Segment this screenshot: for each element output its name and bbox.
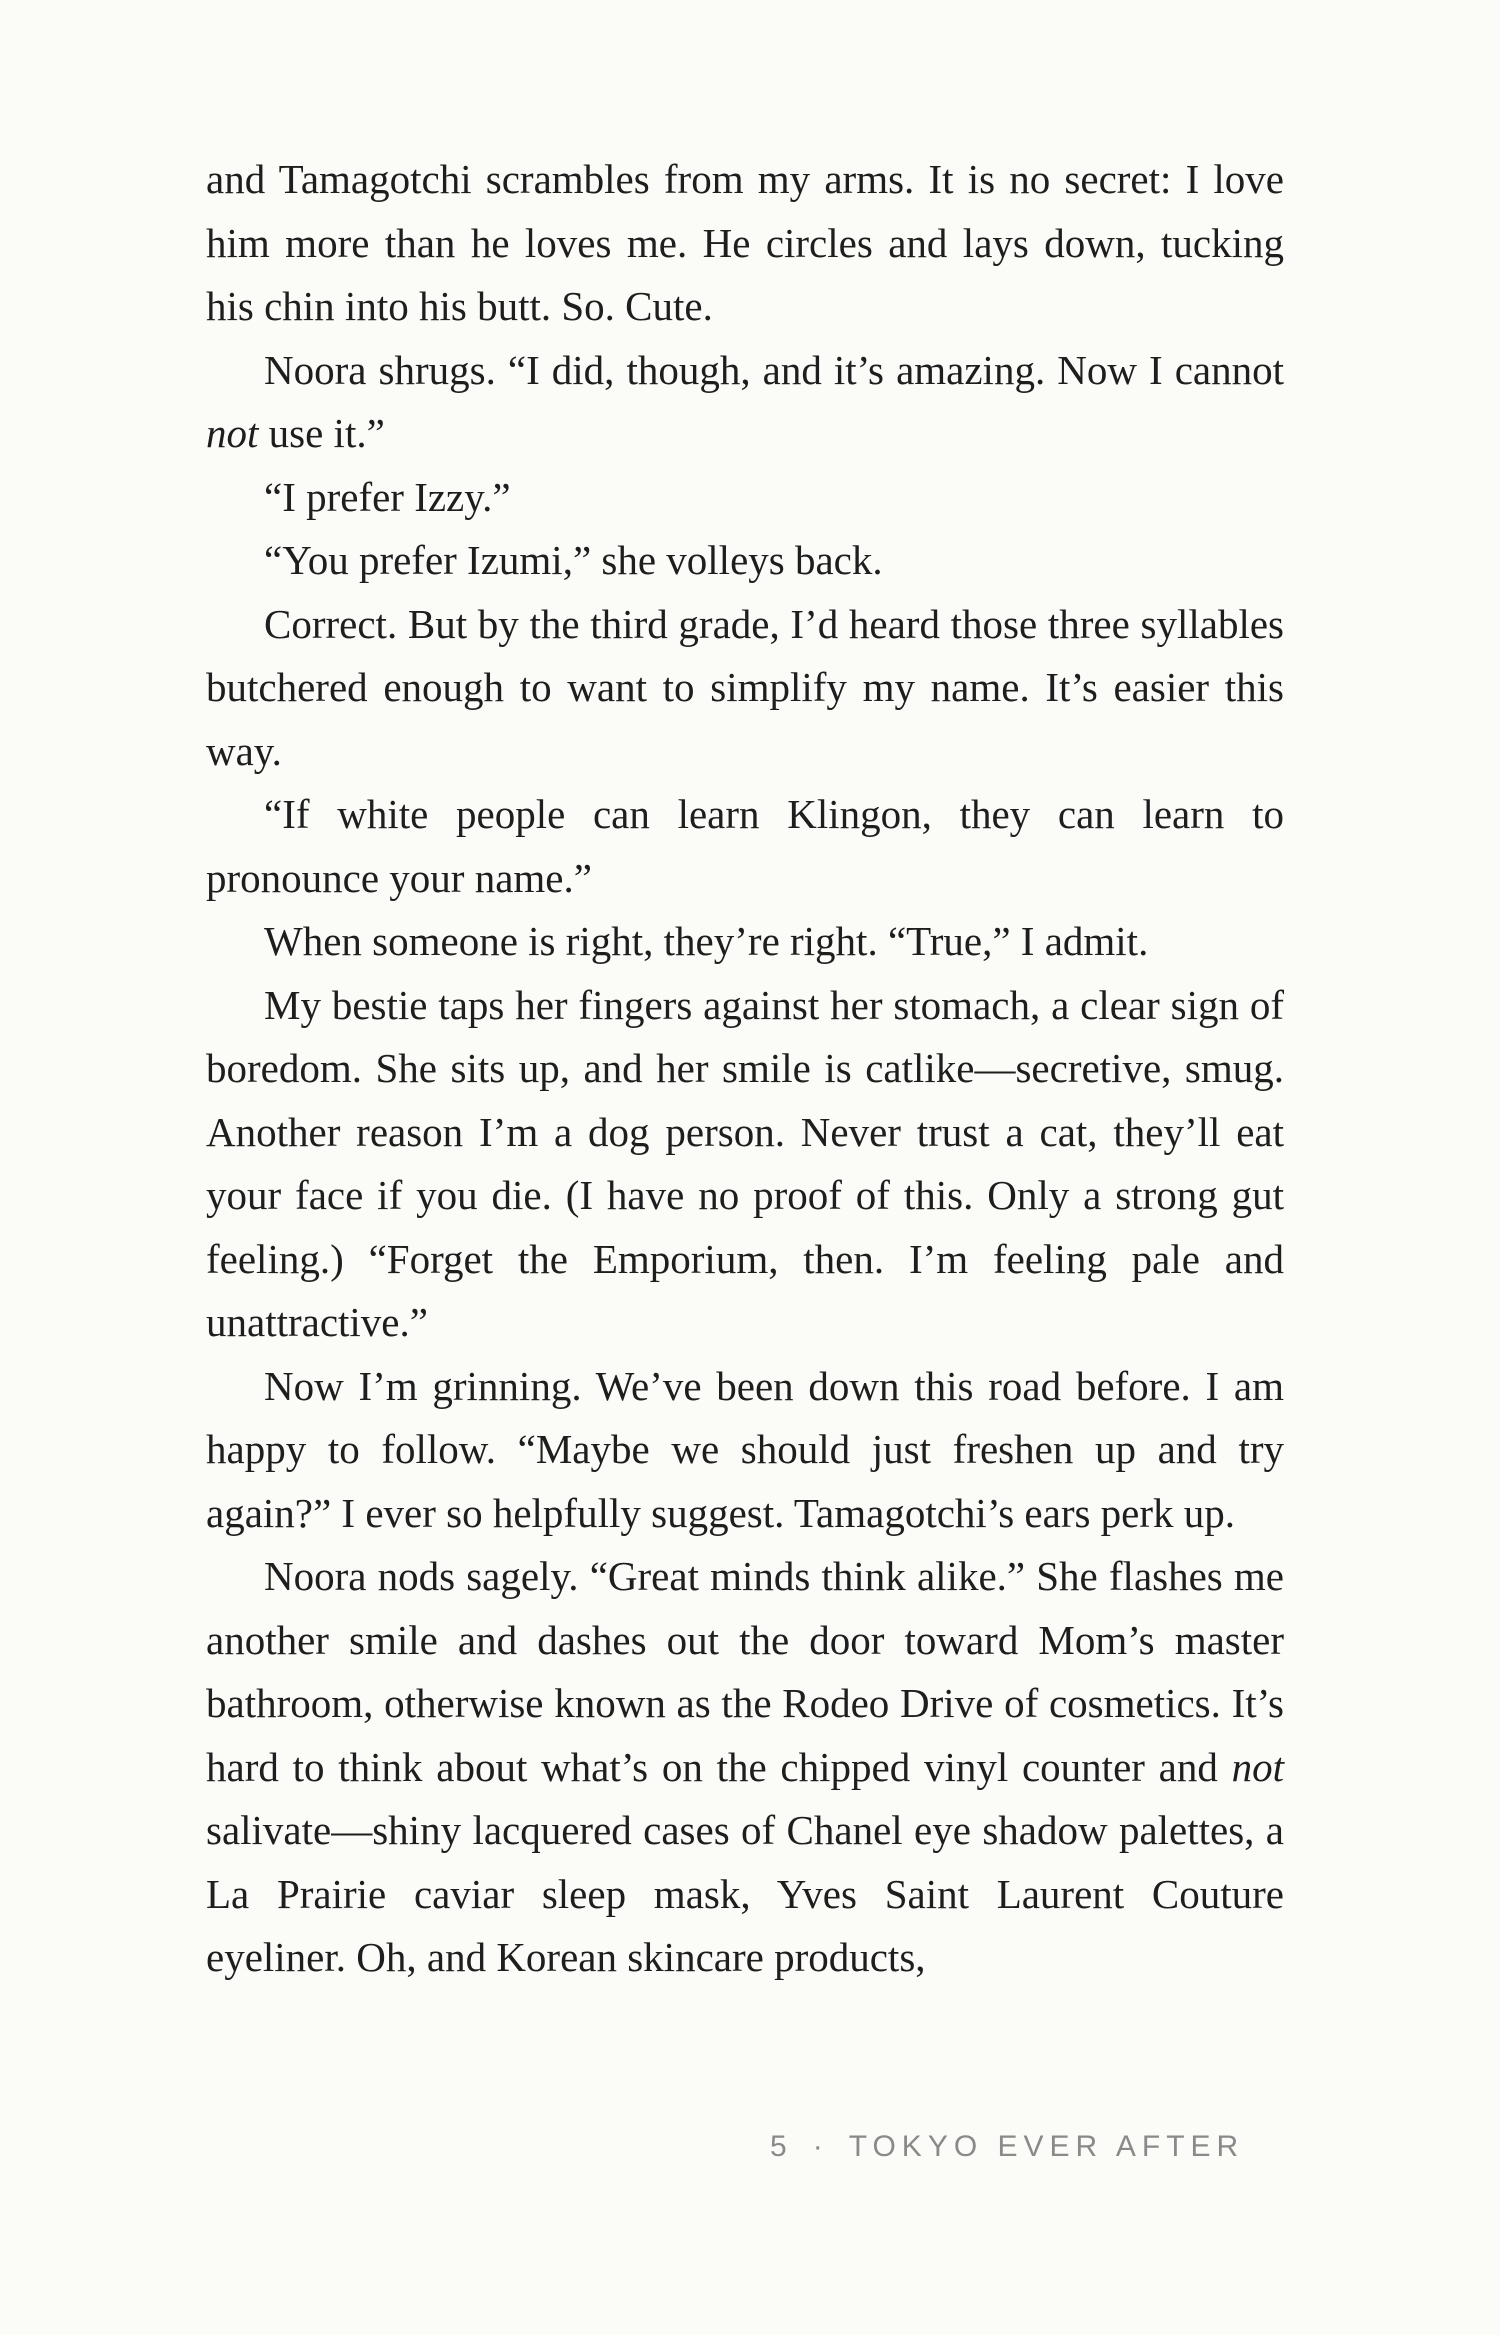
paragraph — [206, 466, 1284, 530]
footer-separator: · — [812, 2130, 829, 2163]
paragraph — [206, 783, 1284, 910]
paragraph-text: When someone is right, they’re right. “True,” I admit. — [264, 918, 1149, 964]
paragraph-text: “You prefer Izumi,” she volleys back. — [264, 537, 883, 583]
paragraph-text: Noora nods sagely. “Great minds think alike.” She flashes me another smile and dashes out the door toward Mom’s master bathroom, otherwise known as the Rodeo Drive of cosmetics. It’s hard to think about what’s on the chipped vinyl counter and — [206, 1553, 1284, 1790]
italic-text: not — [1231, 1743, 1284, 1790]
paragraph-text: use it.” — [258, 410, 385, 456]
body-text — [206, 148, 1284, 1990]
paragraph — [206, 1545, 1284, 1990]
paragraph-text: Correct. But by the third grade, I’d heard those three syllables butchered enough to want to simplify my name. It’s easier this way. — [206, 600, 1284, 774]
paragraph — [206, 593, 1284, 784]
paragraph — [206, 148, 1284, 339]
paragraph-text: “If white people can learn Klingon, they can learn to pronounce your name.” — [206, 791, 1284, 901]
italic-text: not — [206, 410, 259, 456]
paragraph — [206, 529, 1284, 593]
paragraph-text: “I prefer Izzy.” — [264, 473, 511, 520]
book-title: TOKYO EVER AFTER — [848, 2130, 1245, 2163]
paragraph — [206, 974, 1284, 1355]
paragraph-text: Noora shrugs. “I did, though, and it’s amazing. Now I cannot — [264, 346, 1284, 393]
paragraph — [206, 1355, 1284, 1546]
page-number: 5 — [770, 2130, 793, 2163]
paragraph-text: My bestie taps her fingers against her stomach, a clear sign of boredom. She sits up, and her smile is catlike—secretive, smug. Another reason I’m a dog person. Never trust a cat, they’ll eat your face if you die. (I have no proof of this. Only a strong gut feeling.) “Forget the Emporium, then. I’m feeling pale and unattractive.” — [206, 981, 1284, 1345]
paragraph — [206, 339, 1284, 466]
paragraph-text: and Tamagotchi scrambles from my arms. It is no secret: I love him more than he loves me. He circles and lays down, tucking his chin into his butt. So. Cute. — [206, 156, 1284, 329]
paragraph-text: Now I’m grinning. We’ve been down this road before. I am happy to follow. “Maybe we should just freshen up and try again?” I ever so helpfully suggest. Tamagotchi’s ears perk up. — [206, 1362, 1284, 1536]
running-footer — [770, 2130, 1290, 2164]
paragraph-text: salivate—shiny lacquered cases of Chanel eye shadow palettes, a La Prairie caviar sleep mask, Yves Saint Laurent Couture eyeliner. Oh, and Korean skincare products, — [206, 1807, 1284, 1980]
paragraph — [206, 910, 1284, 974]
